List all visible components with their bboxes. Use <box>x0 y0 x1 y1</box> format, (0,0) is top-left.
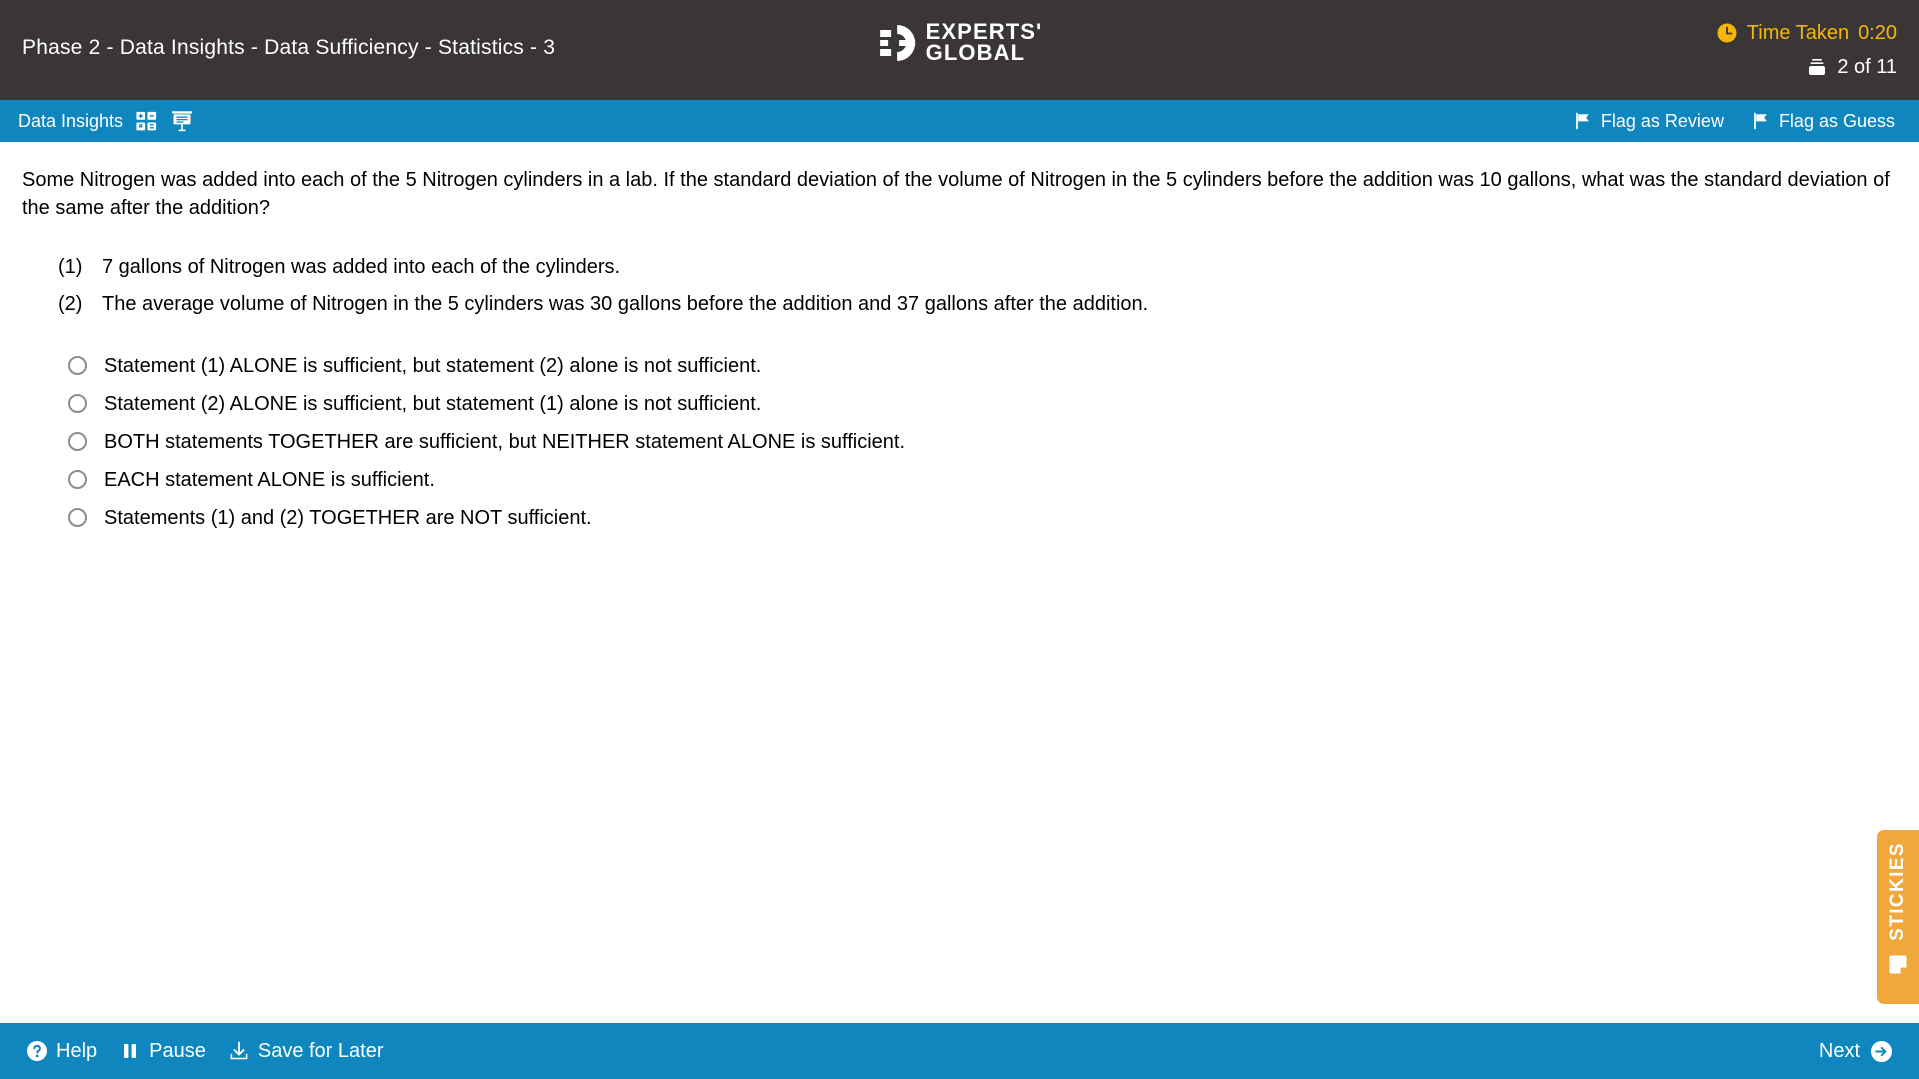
stickies-tab-button[interactable] <box>1877 830 1919 1004</box>
flag-as-review-label: Flag as Review <box>1600 110 1724 131</box>
question-stack-icon <box>1806 56 1828 78</box>
tool-nav-bar <box>0 100 1919 142</box>
experts-global-g-mark-icon <box>877 23 917 63</box>
stickies-label: STICKIES <box>1887 842 1908 941</box>
statement-text: 7 gallons of Nitrogen was added into each of the cylinders. <box>102 255 621 278</box>
download-icon <box>228 1040 250 1062</box>
next-label: Next <box>1818 1039 1860 1062</box>
statement-number: (2) <box>58 292 83 315</box>
answer-option-label: EACH statement ALONE is sufficient. <box>104 468 435 491</box>
answer-option-1[interactable] <box>68 347 1897 385</box>
nav-right-group <box>1574 111 1919 132</box>
answer-option-label: BOTH statements TOGETHER are sufficient, but NEITHER statement ALONE is sufficient. <box>104 430 906 453</box>
brand-logo <box>877 19 1043 65</box>
radio-button-icon[interactable] <box>68 432 87 451</box>
top-header-bar <box>0 0 1919 100</box>
answer-option-4[interactable] <box>68 461 1897 499</box>
pause-button[interactable] <box>119 1040 206 1063</box>
flag-as-guess-button[interactable] <box>1752 111 1895 132</box>
help-label: Help <box>56 1039 98 1062</box>
answer-option-3[interactable] <box>68 423 1897 461</box>
calculator-icon[interactable] <box>135 110 158 133</box>
time-taken-label: Time Taken <box>1746 21 1850 44</box>
footer-right-group <box>1819 1040 1919 1063</box>
timer-row <box>1716 18 1897 48</box>
whiteboard-icon[interactable] <box>170 109 194 133</box>
radio-button-icon[interactable] <box>68 508 87 527</box>
next-button[interactable] <box>1819 1040 1893 1063</box>
flag-as-review-button[interactable] <box>1574 111 1724 132</box>
sticky-note-icon <box>1886 953 1910 977</box>
answer-options-list <box>22 347 1897 537</box>
question-prompt: Some Nitrogen was added into each of the 5 Nitrogen cylinders in a lab. If the standard deviation of the volume of Nitrogen in the 5 cylinders before the addition was 10 gallons, what was the standard deviation of the same after the addition? <box>22 169 1890 220</box>
pause-icon <box>119 1040 141 1062</box>
statements-list <box>22 253 1897 319</box>
brand-logo-line2: GLOBAL <box>925 39 1026 65</box>
answer-option-label: Statement (1) ALONE is sufficient, but statement (2) alone is not sufficient. <box>104 354 762 377</box>
brand-logo-line1: EXPERTS' <box>925 19 1043 44</box>
radio-button-icon[interactable] <box>68 394 87 413</box>
answer-option-label: Statement (2) ALONE is sufficient, but statement (1) alone is not sufficient. <box>104 392 762 415</box>
section-label: Data Insights <box>18 110 124 131</box>
pause-label: Pause <box>149 1039 206 1062</box>
question-counter-row <box>1716 52 1897 82</box>
question-content-area <box>0 142 1919 1023</box>
radio-button-icon[interactable] <box>68 470 87 489</box>
flag-icon <box>1752 112 1770 130</box>
statement-text: The average volume of Nitrogen in the 5 cylinders was 30 gallons before the addition and 37 gallons after the addition. <box>102 292 1149 315</box>
statement-number: (1) <box>58 255 83 278</box>
help-button[interactable] <box>26 1040 97 1063</box>
flag-icon <box>1574 112 1592 130</box>
footer-bar <box>0 1023 1919 1079</box>
clock-icon <box>1716 22 1738 44</box>
flag-as-guess-label: Flag as Guess <box>1778 110 1895 131</box>
arrow-right-circle-icon <box>1870 1040 1893 1063</box>
page-title: Phase 2 - Data Insights - Data Sufficiency - Statistics - 3 <box>22 36 556 59</box>
answer-option-5[interactable] <box>68 499 1897 537</box>
footer-left-group <box>0 1040 383 1063</box>
brand-logo-text <box>925 19 1043 65</box>
answer-option-2[interactable] <box>68 385 1897 423</box>
save-for-later-label: Save for Later <box>257 1039 384 1062</box>
question-counter-value: 2 of 11 <box>1837 55 1897 78</box>
radio-button-icon[interactable] <box>68 356 87 375</box>
question-circle-icon <box>26 1040 48 1062</box>
nav-left-group <box>0 109 194 133</box>
status-block <box>1716 18 1897 82</box>
answer-option-label: Statements (1) and (2) TOGETHER are NOT sufficient. <box>104 506 592 529</box>
save-for-later-button[interactable] <box>228 1040 384 1063</box>
time-taken-value: 0:20 <box>1858 21 1897 44</box>
statement-row <box>58 253 1897 282</box>
statement-row <box>58 290 1897 319</box>
